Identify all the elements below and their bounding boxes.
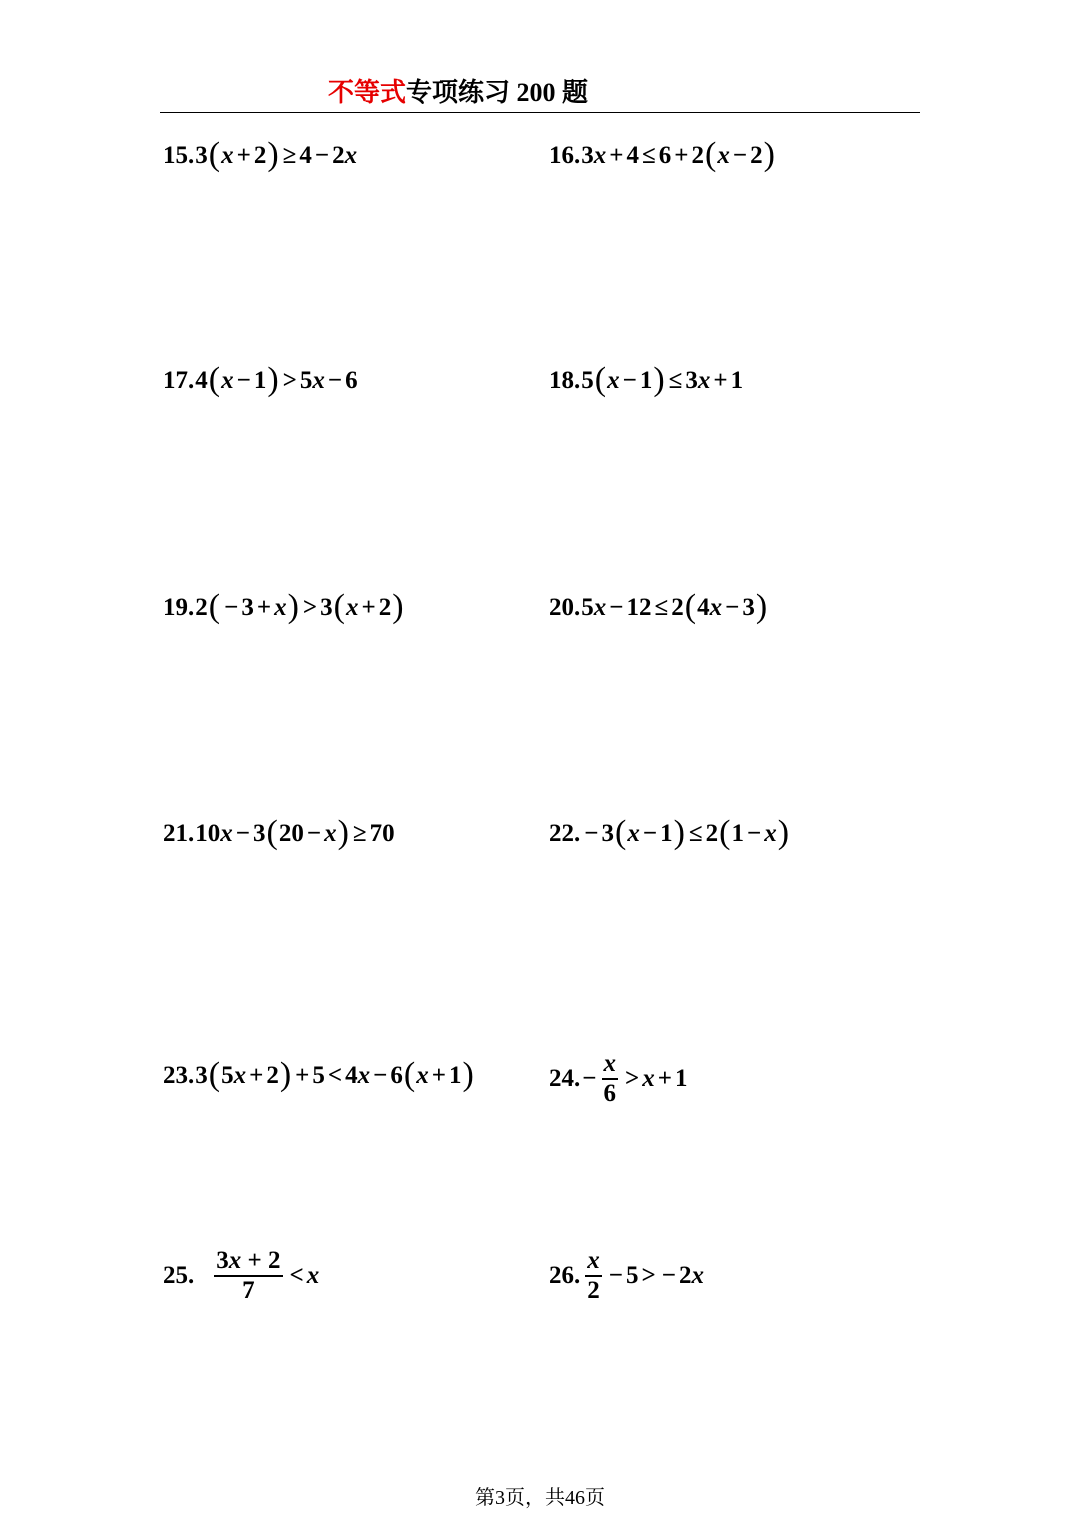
operator: > bbox=[302, 594, 318, 621]
operator: ≤ bbox=[654, 594, 669, 621]
operator: − bbox=[609, 594, 624, 621]
inequality-expression bbox=[581, 1050, 687, 1108]
paren: ) bbox=[267, 136, 279, 173]
problem-16 bbox=[549, 136, 776, 173]
number: 2 bbox=[750, 142, 763, 169]
paren: ( bbox=[615, 814, 627, 851]
problem-22 bbox=[549, 814, 790, 851]
fraction bbox=[585, 1247, 602, 1305]
paren: ) bbox=[287, 588, 299, 625]
number: 5 bbox=[312, 1062, 325, 1089]
operator: + bbox=[657, 1065, 672, 1092]
variable-x: x bbox=[691, 1262, 704, 1289]
number: 2 bbox=[679, 1262, 692, 1289]
operator: + bbox=[713, 367, 728, 394]
number: 2 bbox=[705, 820, 719, 847]
operator: + bbox=[431, 1062, 446, 1089]
problem-number: 16. bbox=[549, 142, 581, 169]
number: 4 bbox=[299, 142, 312, 169]
number: 3 bbox=[601, 820, 614, 847]
problem-25 bbox=[163, 1247, 319, 1305]
number: 3 bbox=[195, 1062, 208, 1089]
number: 12 bbox=[626, 594, 652, 621]
operator: + bbox=[361, 594, 376, 621]
number: 2 bbox=[671, 594, 684, 621]
number: 6 bbox=[658, 142, 672, 169]
problem-number: 15. bbox=[163, 142, 195, 169]
paren: ( bbox=[684, 588, 697, 625]
problem-number: 19. bbox=[163, 594, 195, 621]
paren: ( bbox=[208, 361, 221, 398]
problem-24 bbox=[549, 1050, 688, 1108]
paren: ) bbox=[462, 1056, 474, 1093]
variable-x: x bbox=[593, 594, 607, 621]
variable-x: x bbox=[306, 1262, 320, 1289]
problem-number: 24. bbox=[549, 1065, 581, 1092]
paren: ) bbox=[653, 361, 665, 398]
number: 6 bbox=[390, 1062, 403, 1089]
number: 4 bbox=[697, 594, 710, 621]
operator: − bbox=[373, 1062, 388, 1089]
operator: − bbox=[224, 594, 239, 621]
operator: + bbox=[236, 142, 251, 169]
number: 3 bbox=[253, 820, 266, 847]
problem-18 bbox=[549, 361, 744, 398]
number: 1 bbox=[448, 1062, 462, 1089]
number: 3 bbox=[685, 367, 698, 394]
problem-number: 26. bbox=[549, 1262, 581, 1289]
problem-number: 22. bbox=[549, 820, 581, 847]
problem-number: 17. bbox=[163, 367, 195, 394]
number: 2 bbox=[378, 594, 392, 621]
number: 6 bbox=[345, 367, 358, 394]
number: 1 bbox=[730, 367, 744, 394]
title-black-part: 专项练习 200 题 bbox=[406, 78, 589, 107]
number: 5 bbox=[299, 367, 313, 394]
problem-number: 25. bbox=[163, 1262, 195, 1289]
fraction-numerator: 3x + 2 bbox=[216, 1247, 281, 1274]
inequality-expression bbox=[581, 588, 768, 625]
operator: − bbox=[642, 820, 658, 847]
inequality-expression bbox=[210, 1247, 319, 1305]
problem-19 bbox=[163, 588, 405, 625]
problem-number: 21. bbox=[163, 820, 195, 847]
number: 1 bbox=[731, 820, 744, 847]
paren: ( bbox=[208, 136, 221, 173]
variable-x: x bbox=[233, 1062, 247, 1089]
problem-17 bbox=[163, 361, 358, 398]
operator: ≤ bbox=[668, 367, 683, 394]
variable-x: x bbox=[764, 820, 777, 847]
paren: ( bbox=[266, 814, 278, 851]
paren: ( bbox=[719, 814, 731, 851]
variable-x: x bbox=[357, 1062, 371, 1089]
operator: < bbox=[327, 1062, 343, 1089]
number: 70 bbox=[369, 820, 395, 847]
number: 5 bbox=[626, 1262, 639, 1289]
inequality-expression bbox=[195, 588, 404, 625]
fraction bbox=[602, 1050, 619, 1108]
variable-x: x bbox=[221, 367, 234, 394]
operator: + bbox=[256, 594, 272, 621]
variable-x: x bbox=[221, 142, 234, 169]
operator: − bbox=[327, 367, 343, 394]
operator: − bbox=[608, 1262, 623, 1289]
fraction-denominator: 7 bbox=[242, 1277, 255, 1304]
paren: ) bbox=[777, 814, 790, 851]
number: 3 bbox=[320, 594, 333, 621]
number: 4 bbox=[195, 367, 208, 394]
operator: ≤ bbox=[688, 820, 703, 847]
variable-x: x bbox=[593, 142, 607, 169]
fraction-numerator: x bbox=[587, 1247, 600, 1274]
variable-x: x bbox=[416, 1062, 429, 1089]
title-red-part: 不等式 bbox=[328, 78, 407, 107]
fraction-numerator: x bbox=[603, 1050, 616, 1077]
paren: ( bbox=[594, 361, 607, 398]
paren: ) bbox=[392, 588, 404, 625]
inequality-expression bbox=[581, 1247, 704, 1305]
number: 5 bbox=[221, 1062, 234, 1089]
variable-x: x bbox=[345, 594, 359, 621]
number: 3 bbox=[742, 594, 755, 621]
operator: − bbox=[732, 142, 748, 169]
operator: ≤ bbox=[642, 142, 656, 169]
operator: ≥ bbox=[352, 820, 367, 847]
problem-26 bbox=[549, 1247, 704, 1305]
number: 2 bbox=[332, 142, 345, 169]
paren: ( bbox=[704, 136, 717, 173]
operator: − bbox=[725, 594, 740, 621]
variable-x: x bbox=[344, 142, 358, 169]
paren: ) bbox=[337, 814, 349, 851]
variable-x: x bbox=[607, 367, 620, 394]
operator: > bbox=[641, 1262, 656, 1289]
problem-20 bbox=[549, 588, 768, 625]
paren: ( bbox=[403, 1056, 416, 1093]
paren: ) bbox=[279, 1056, 292, 1093]
variable-x: x bbox=[220, 820, 233, 847]
number: 5 bbox=[581, 367, 594, 394]
number: 3 bbox=[241, 594, 254, 621]
variable-x: x bbox=[642, 1065, 655, 1092]
operator: + bbox=[674, 142, 689, 169]
number: 10 bbox=[195, 820, 221, 847]
number: 4 bbox=[626, 142, 639, 169]
number: 1 bbox=[675, 1065, 688, 1092]
variable-x: x bbox=[312, 367, 325, 394]
document-title bbox=[328, 76, 588, 110]
number: 3 bbox=[195, 142, 208, 169]
operator: + bbox=[249, 1062, 264, 1089]
fraction-denominator: 6 bbox=[603, 1080, 616, 1107]
number: 2 bbox=[195, 594, 208, 621]
number: 2 bbox=[266, 1062, 279, 1089]
inequality-expression bbox=[195, 361, 358, 398]
operator: − bbox=[746, 820, 762, 847]
operator: + bbox=[295, 1062, 310, 1089]
inequality-expression bbox=[195, 1056, 475, 1093]
fraction-denominator: 2 bbox=[587, 1277, 600, 1304]
variable-x: x bbox=[627, 820, 640, 847]
operator: − bbox=[584, 820, 599, 847]
variable-x: x bbox=[717, 142, 730, 169]
paren: ) bbox=[673, 814, 685, 851]
operator: − bbox=[582, 1065, 597, 1092]
paren: ) bbox=[267, 361, 279, 398]
problem-number: 20. bbox=[549, 594, 581, 621]
number: 4 bbox=[345, 1062, 358, 1089]
paren: ( bbox=[208, 588, 221, 625]
variable-x: x bbox=[274, 594, 287, 621]
paren: ( bbox=[333, 588, 345, 625]
problem-15 bbox=[163, 136, 358, 173]
inequality-expression bbox=[581, 361, 744, 398]
operator: − bbox=[314, 142, 330, 169]
page-footer: 第3页，共46页 bbox=[475, 1487, 605, 1509]
number: 1 bbox=[660, 820, 673, 847]
operator: + bbox=[609, 142, 624, 169]
problem-number: 18. bbox=[549, 367, 581, 394]
operator: − bbox=[661, 1262, 676, 1289]
problem-21 bbox=[163, 814, 395, 851]
operator: > bbox=[282, 367, 297, 394]
inequality-expression bbox=[195, 136, 358, 173]
paren: ) bbox=[755, 588, 768, 625]
operator: − bbox=[235, 820, 250, 847]
number: 2 bbox=[691, 142, 704, 169]
variable-x: x bbox=[697, 367, 711, 394]
number: 1 bbox=[253, 367, 267, 394]
number: 1 bbox=[639, 367, 653, 394]
operator: − bbox=[306, 820, 322, 847]
inequality-expression bbox=[195, 814, 395, 851]
variable-x: x bbox=[324, 820, 337, 847]
number: 5 bbox=[581, 594, 594, 621]
problem-number: 23. bbox=[163, 1062, 195, 1089]
operator: > bbox=[625, 1065, 640, 1092]
number: 20 bbox=[278, 820, 304, 847]
inequality-expression bbox=[581, 136, 776, 173]
problem-23 bbox=[163, 1056, 475, 1093]
variable-x: x bbox=[709, 594, 723, 621]
fraction bbox=[214, 1247, 282, 1305]
paren: ( bbox=[208, 1056, 221, 1093]
header-rule bbox=[160, 112, 920, 113]
operator: < bbox=[289, 1262, 304, 1289]
inequality-expression bbox=[581, 814, 790, 851]
operator: ≥ bbox=[282, 142, 297, 169]
operator: − bbox=[236, 367, 251, 394]
paren: ) bbox=[763, 136, 775, 173]
number: 3 bbox=[581, 142, 594, 169]
number: 2 bbox=[253, 142, 267, 169]
operator: − bbox=[622, 367, 637, 394]
